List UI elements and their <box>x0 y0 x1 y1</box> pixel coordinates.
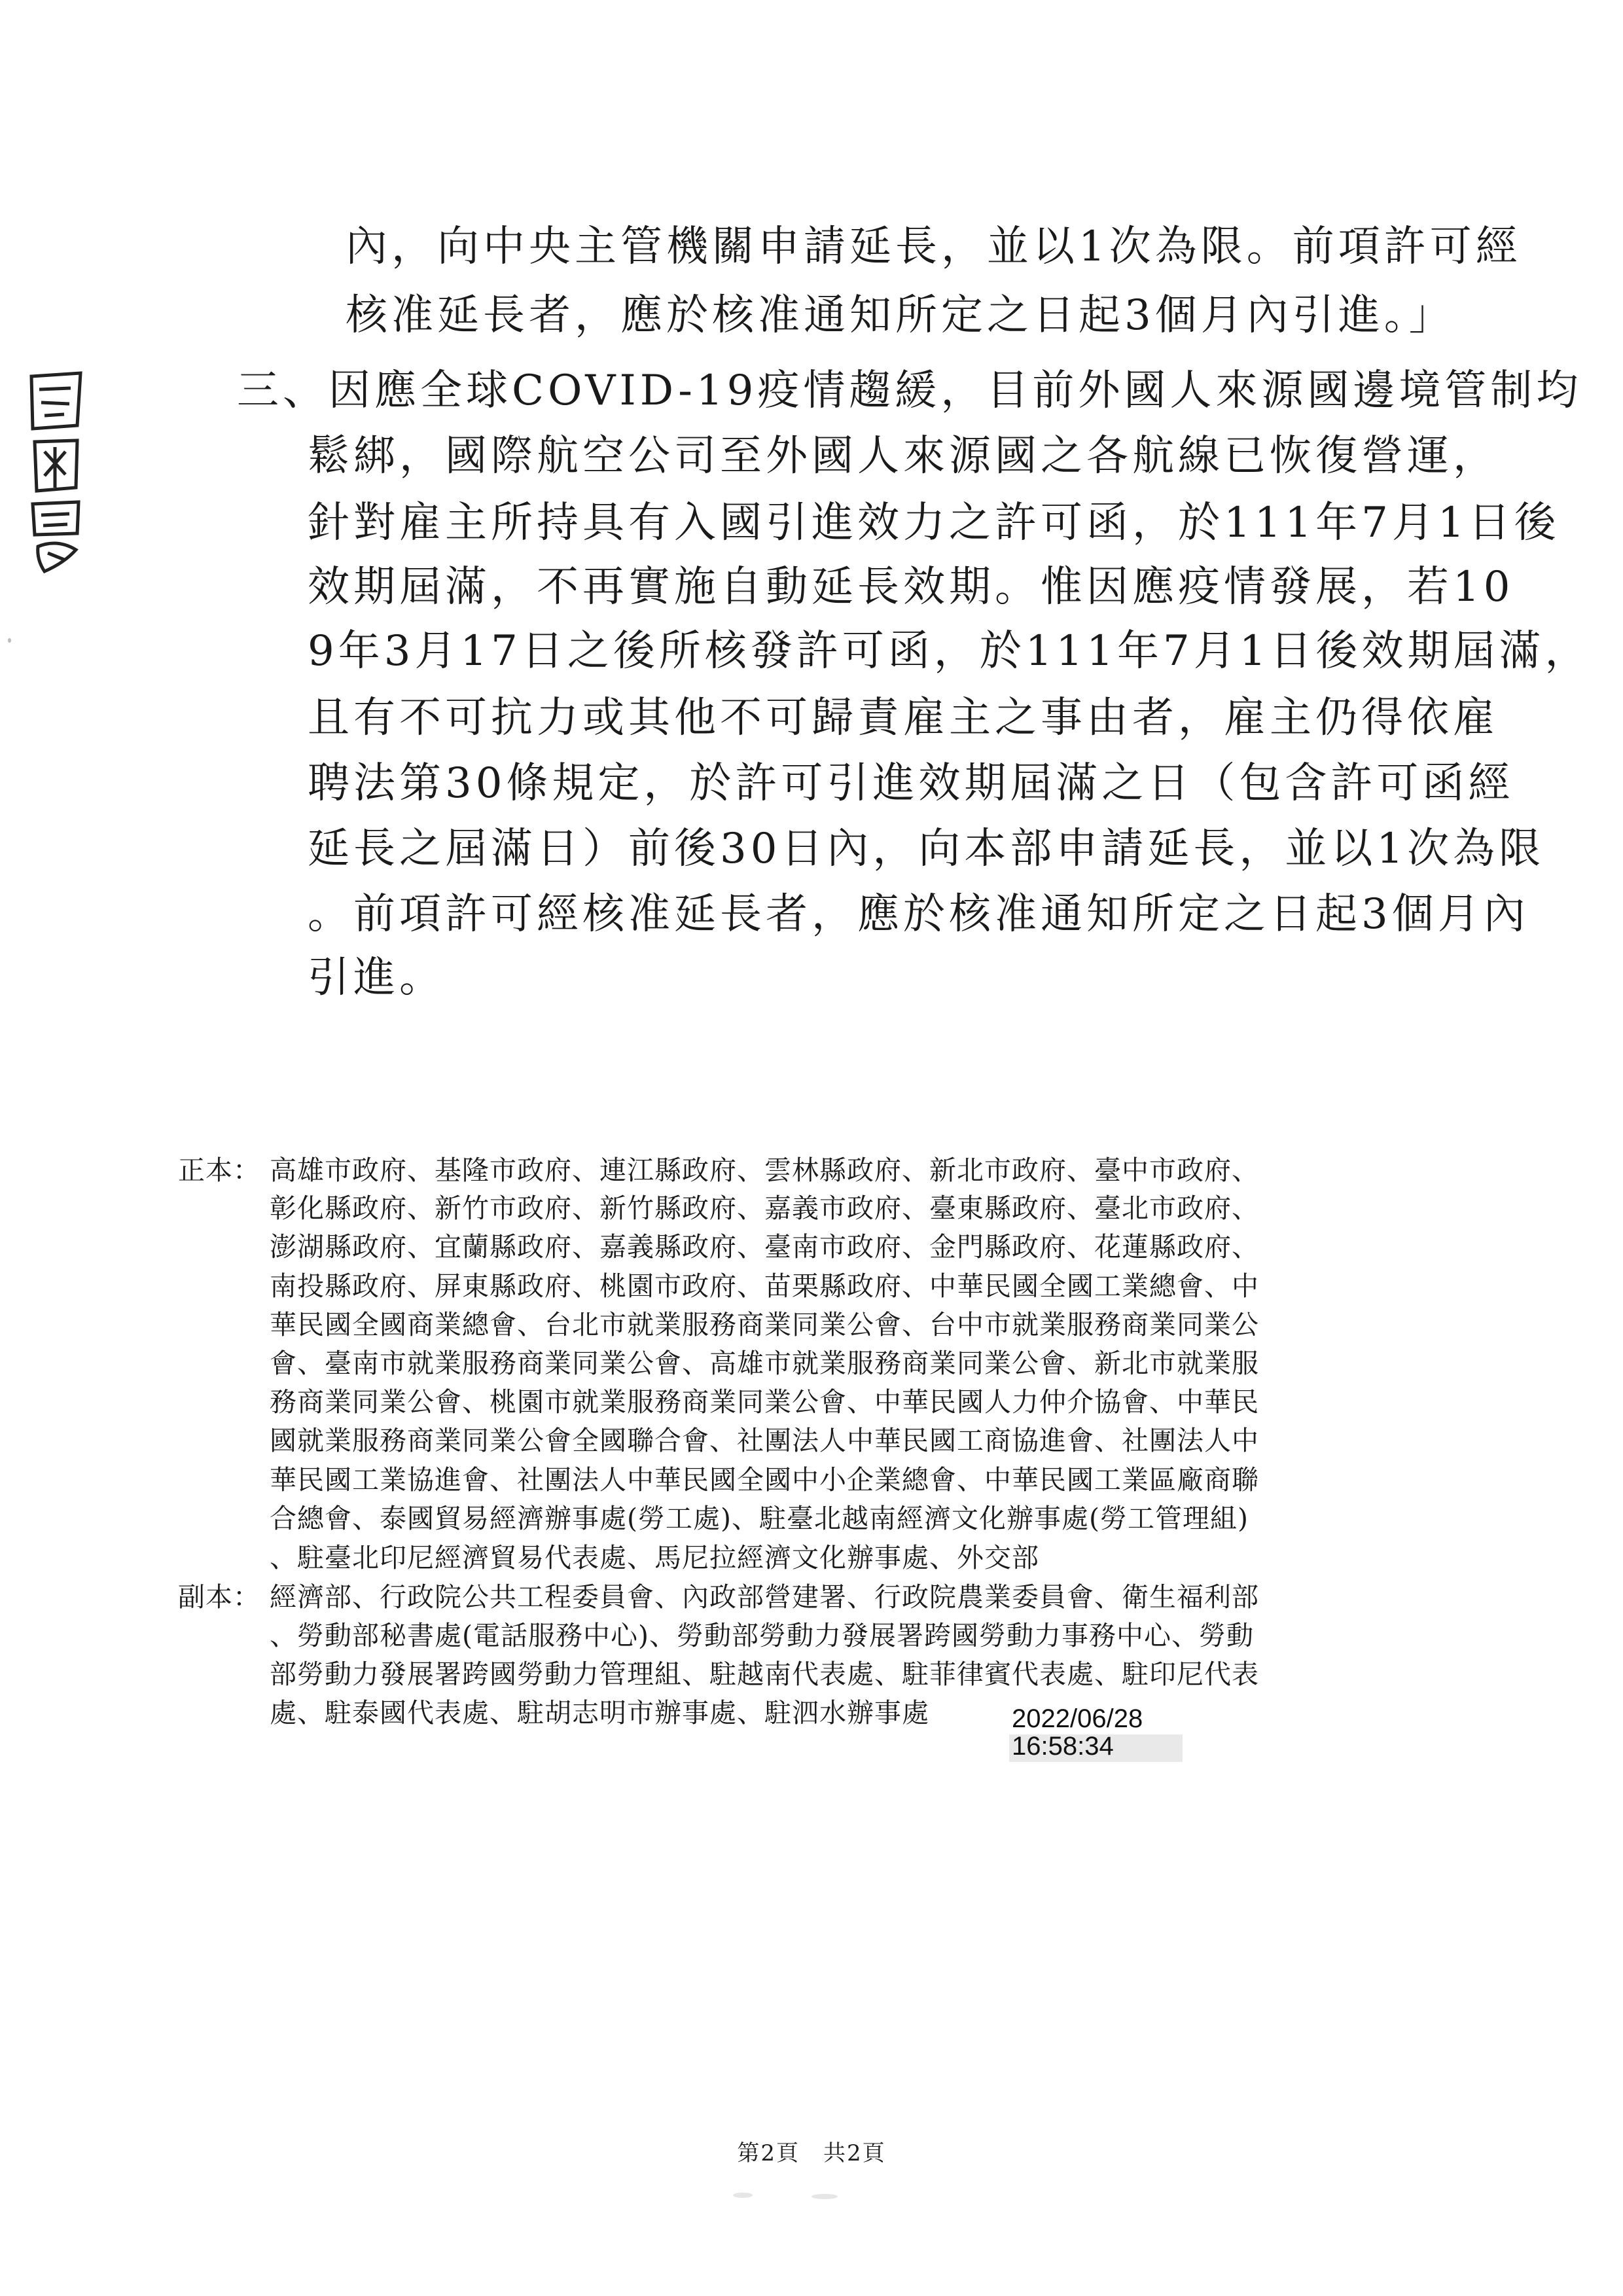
original-line-10: 合總會、泰國貿易經濟辦事處(勞工處)、駐臺北越南經濟文化辦事處(勞工管理組) <box>270 1503 1249 1534</box>
copy-label: 副本： <box>178 1581 260 1613</box>
original-line-5: 華民國全國商業總會、台北市就業服務商業同業公會、台中市就業服務商業同業公 <box>270 1309 1259 1340</box>
body-line-10: 延長之屆滿日）前後30日內，向本部申請延長，並以1次為限 <box>308 825 1545 873</box>
body-line-2: 核准延長者，應於核准通知所定之日起3個月內引進。」 <box>346 291 1455 340</box>
original-line-1: 高雄市政府、基隆市政府、連江縣政府、雲林縣政府、新北市政府、臺中市政府、 <box>270 1155 1259 1186</box>
body-line-7: 9年3月17日之後所核發許可函，於111年7月1日後效期屆滿， <box>308 627 1591 675</box>
original-line-8: 國就業服務商業同業公會全國聯合會、社團法人中華民國工商協進會、社團法人中 <box>270 1425 1259 1456</box>
body-line-8: 且有不可抗力或其他不可歸責雇主之事由者，雇主仍得依雇 <box>308 694 1499 742</box>
timestamp-date: 2022/06/28 <box>1012 1704 1143 1733</box>
original-line-6: 會、臺南市就業服務商業同業公會、高雄市就業服務商業同業公會、新北市就業服 <box>270 1348 1259 1379</box>
timestamp <box>1009 1705 1186 1761</box>
original-line-4: 南投縣政府、屏東縣政府、桃園市政府、苗栗縣政府、中華民國全國工業總會、中 <box>270 1270 1259 1302</box>
body-line-12: 引進。 <box>308 954 445 1002</box>
body-line-11: 。前項許可經核准延長者，應於核准通知所定之日起3個月內 <box>308 890 1529 939</box>
body-line-5: 針對雇主所持具有入國引進效力之許可函，於111年7月1日後 <box>308 499 1560 547</box>
body-line-9: 聘法第30條規定，於許可引進效期屆滿之日（包含許可函經 <box>308 759 1514 808</box>
scan-speck <box>8 638 11 643</box>
original-label: 正本： <box>178 1155 260 1186</box>
body-line-3: 三、因應全球COVID-19疫情趨緩，目前外國人來源國邊境管制均 <box>237 367 1582 415</box>
seal-stamp <box>25 363 87 579</box>
page-number: 第2頁 共2頁 <box>737 2140 886 2166</box>
copy-line-2: 、勞動部秘書處(電話服務中心)、勞動部勞動力發展署跨國勞動力事務中心、勞動 <box>270 1620 1254 1651</box>
original-line-2: 彰化縣政府、新竹市政府、新竹縣政府、嘉義市政府、臺東縣政府、臺北市政府、 <box>270 1193 1259 1224</box>
copy-line-1: 經濟部、行政院公共工程委員會、內政部營建署、行政院農業委員會、衛生福利部 <box>270 1581 1259 1613</box>
body-line-6: 效期屆滿，不再實施自動延長效期。惟因應疫情發展，若10 <box>308 563 1514 611</box>
scan-speck <box>733 2193 753 2198</box>
body-line-1: 內，向中央主管機關申請延長，並以1次為限。前項許可經 <box>346 223 1522 271</box>
scan-speck <box>812 2194 838 2199</box>
timestamp-time: 16:58:34 <box>1012 1732 1114 1761</box>
original-line-3: 澎湖縣政府、宜蘭縣政府、嘉義縣政府、臺南市政府、金門縣政府、花蓮縣政府、 <box>270 1231 1259 1263</box>
original-line-9: 華民國工業協進會、社團法人中華民國全國中小企業總會、中華民國工業區廠商聯 <box>270 1464 1259 1496</box>
copy-line-3: 部勞動力發展署跨國勞動力管理組、駐越南代表處、駐菲律賓代表處、駐印尼代表 <box>270 1659 1259 1690</box>
copy-line-4: 處、駐泰國代表處、駐胡志明市辦事處、駐泗水辦事處 <box>270 1697 929 1729</box>
body-line-4: 鬆綁，國際航空公司至外國人來源國之各航線已恢復營運， <box>308 432 1499 480</box>
original-line-11: 、駐臺北印尼經濟貿易代表處、馬尼拉經濟文化辦事處、外交部 <box>270 1542 1039 1573</box>
original-line-7: 務商業同業公會、桃園市就業服務商業同業公會、中華民國人力仲介協會、中華民 <box>270 1386 1259 1418</box>
